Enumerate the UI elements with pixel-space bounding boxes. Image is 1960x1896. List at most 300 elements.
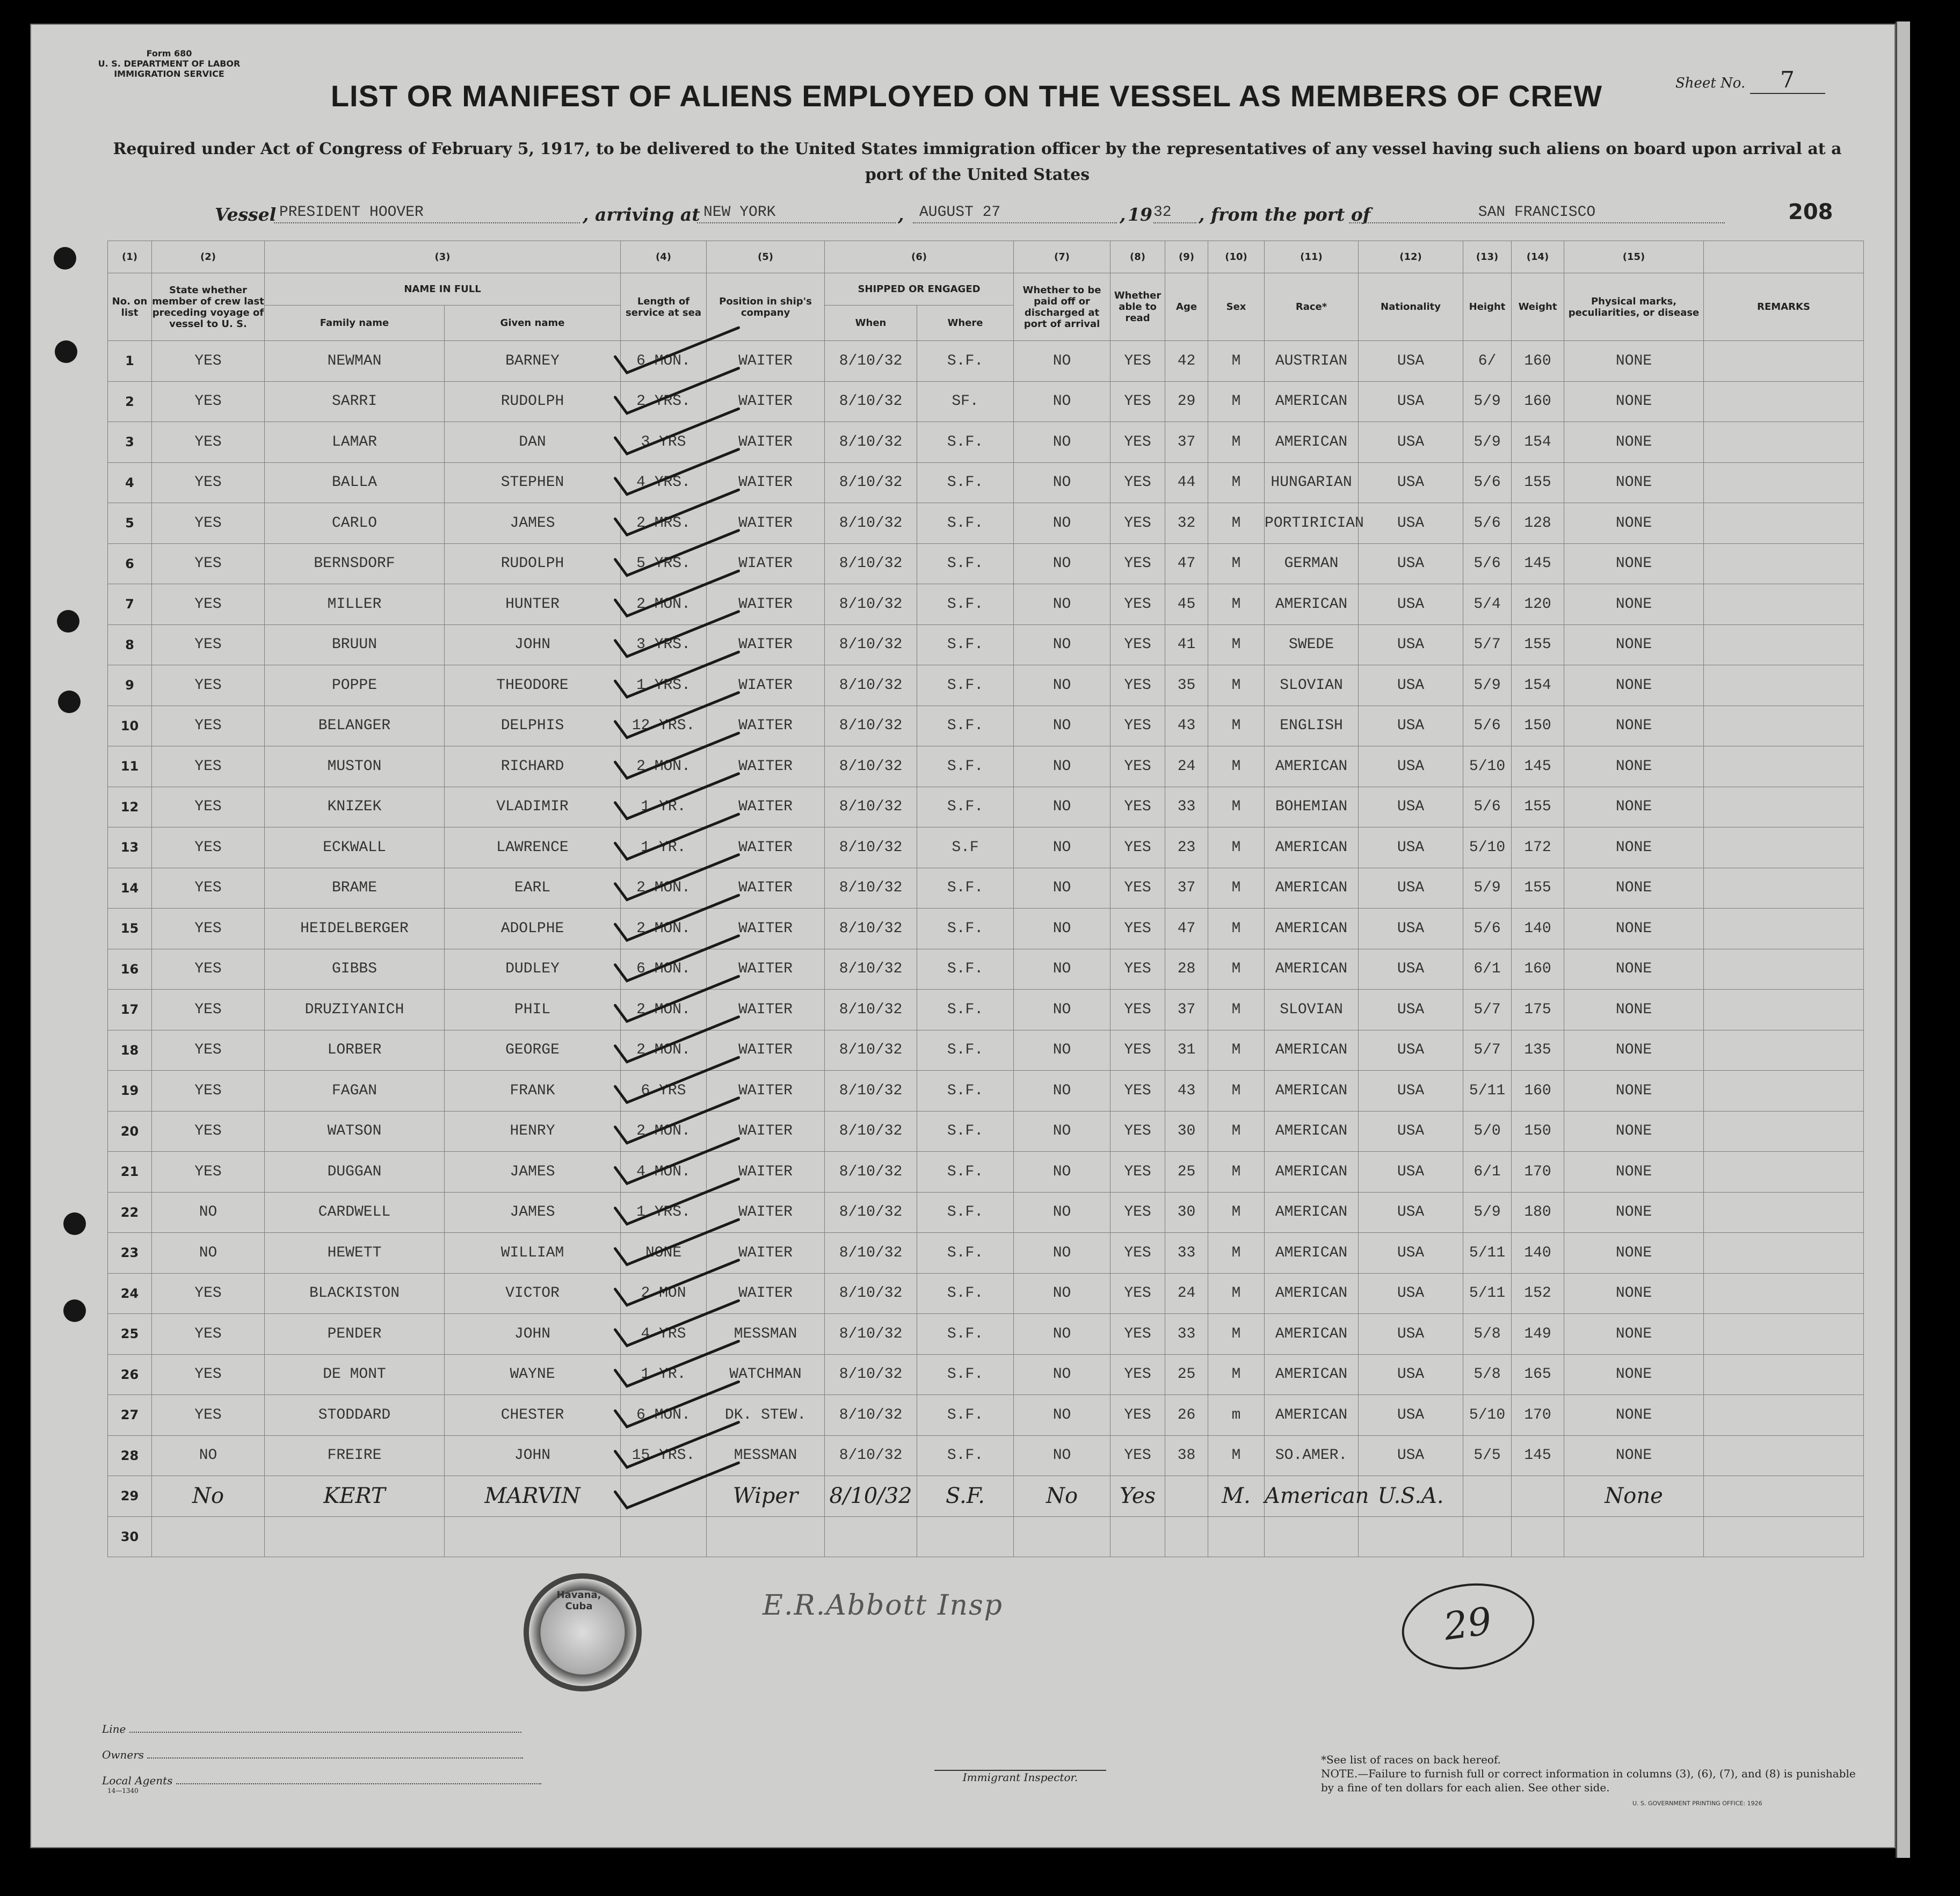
shipped-where: S.F. (917, 1071, 1014, 1112)
position: WAITER (707, 1233, 825, 1274)
colnum-5: (5) (707, 241, 825, 273)
length-of-service: 6 MON. (621, 341, 707, 382)
row-number: 23 (108, 1233, 152, 1274)
shipped-when: 8/10/32 (825, 868, 917, 909)
paid-off: NO (1014, 1435, 1110, 1476)
row-number: 25 (108, 1314, 152, 1355)
given-name: VLADIMIR (445, 787, 621, 827)
colnum-15: (15) (1564, 241, 1704, 273)
nationality: USA (1359, 381, 1463, 422)
length-of-service (621, 1476, 707, 1517)
weight: 170 (1512, 1395, 1564, 1436)
sex: M (1208, 1435, 1265, 1476)
nationality: USA (1359, 990, 1463, 1030)
header-shipped: SHIPPED OR ENGAGED (825, 273, 1014, 306)
length-of-service: 2 YRS. (621, 381, 707, 422)
weight: 140 (1512, 1233, 1564, 1274)
header-sex: Sex (1208, 273, 1265, 341)
header-weight: Weight (1512, 273, 1564, 341)
physical-marks: NONE (1564, 787, 1704, 827)
age: 38 (1165, 1435, 1208, 1476)
given-name: FRANK (445, 1071, 621, 1112)
row-number: 18 (108, 1030, 152, 1071)
able-to-read: YES (1110, 949, 1165, 990)
sex: M (1208, 990, 1265, 1030)
height: 5/9 (1463, 381, 1512, 422)
position: WAITER (707, 1071, 825, 1112)
nationality: USA (1359, 543, 1463, 584)
header-state-whether: State whether member of crew last preceding voyage of vessel to U. S. (152, 273, 265, 341)
row-number: 28 (108, 1435, 152, 1476)
height (1463, 1516, 1512, 1557)
race: AMERICAN (1265, 1354, 1359, 1395)
shipped-when: 8/10/32 (825, 909, 917, 949)
able-to-read: YES (1110, 1030, 1165, 1071)
physical-marks: NONE (1564, 949, 1704, 990)
weight (1512, 1476, 1564, 1517)
circled-total: 29 (1396, 1575, 1540, 1678)
header-paid-off: Whether to be paid off or discharged at port of arrival (1014, 273, 1110, 341)
height: 5/7 (1463, 990, 1512, 1030)
able-to-read: YES (1110, 462, 1165, 503)
sex: M (1208, 1354, 1265, 1395)
length-of-service: 2 MON. (621, 1030, 707, 1071)
age: 24 (1165, 1273, 1208, 1314)
sheet-number-field (1675, 67, 1825, 94)
sex: M (1208, 1273, 1265, 1314)
physical-marks: NONE (1564, 543, 1704, 584)
length-of-service: 1 YR. (621, 1354, 707, 1395)
sex: M (1208, 827, 1265, 868)
colnum-7: (7) (1014, 241, 1110, 273)
length-of-service: 6 MON. (621, 949, 707, 990)
table-row (108, 1111, 1864, 1152)
physical-marks: None (1564, 1476, 1704, 1517)
sex: M (1208, 341, 1265, 382)
shipped-when: 8/10/32 (825, 1354, 917, 1395)
able-to-read: YES (1110, 381, 1165, 422)
given-name: WAYNE (445, 1354, 621, 1395)
given-name: EARL (445, 868, 621, 909)
remarks (1704, 868, 1864, 909)
race: SWEDE (1265, 624, 1359, 665)
row-number: 20 (108, 1111, 152, 1152)
race: AMERICAN (1265, 868, 1359, 909)
race: ENGLISH (1265, 706, 1359, 746)
sex: M (1208, 624, 1265, 665)
given-name: THEODORE (445, 665, 621, 706)
row-number: 3 (108, 422, 152, 463)
sheet-number: 7 (1750, 67, 1825, 94)
paid-off: NO (1014, 1071, 1110, 1112)
shipped-where: S.F. (917, 990, 1014, 1030)
family-name: DE MONT (265, 1354, 445, 1395)
previous-voyage: YES (152, 1273, 265, 1314)
nationality: USA (1359, 1314, 1463, 1355)
previous-voyage: YES (152, 1314, 265, 1355)
position: WAITER (707, 949, 825, 990)
remarks (1704, 1395, 1864, 1436)
shipped-when: 8/10/32 (825, 1476, 917, 1517)
height: 5/9 (1463, 868, 1512, 909)
length-of-service: 2 MON. (621, 1111, 707, 1152)
weight: 180 (1512, 1192, 1564, 1233)
sex: M (1208, 706, 1265, 746)
length-of-service: 2 MRS. (621, 503, 707, 544)
family-name: CARDWELL (265, 1192, 445, 1233)
nationality: USA (1359, 422, 1463, 463)
table-row (108, 1395, 1864, 1436)
family-name: LAMAR (265, 422, 445, 463)
sex: M (1208, 422, 1265, 463)
footer-line (102, 1723, 521, 1735)
family-name: BRAME (265, 868, 445, 909)
shipped-when: 8/10/32 (825, 746, 917, 787)
length-of-service: 1 YRS. (621, 1192, 707, 1233)
previous-voyage: YES (152, 1152, 265, 1193)
weight: 145 (1512, 746, 1564, 787)
race (1265, 1516, 1359, 1557)
race: SLOVIAN (1265, 990, 1359, 1030)
binder-hole (57, 610, 79, 633)
table-row (108, 543, 1864, 584)
header-name-in-full: NAME IN FULL (265, 273, 621, 306)
table-row (108, 1435, 1864, 1476)
form-number: Form 680 (146, 48, 192, 59)
previous-voyage: YES (152, 868, 265, 909)
row-number: 13 (108, 827, 152, 868)
manifest-rows (108, 341, 1864, 1557)
position: WAITER (707, 422, 825, 463)
position: WAITER (707, 584, 825, 625)
paid-off: NO (1014, 462, 1110, 503)
nationality: USA (1359, 949, 1463, 990)
shipped-where: S.F. (917, 503, 1014, 544)
paid-off: NO (1014, 1111, 1110, 1152)
shipped-where: S.F. (917, 665, 1014, 706)
table-row (108, 1354, 1864, 1395)
age: 41 (1165, 624, 1208, 665)
service-name: IMMIGRATION SERVICE (114, 69, 224, 79)
page-title: LIST OR MANIFEST OF ALIENS EMPLOYED ON THE VESSEL AS MEMBERS OF CREW (330, 79, 1603, 113)
nationality: USA (1359, 1152, 1463, 1193)
departure-port: SAN FRANCISCO (1349, 204, 1725, 223)
binder-hole (55, 340, 77, 363)
age: 23 (1165, 827, 1208, 868)
paid-off: NO (1014, 1314, 1110, 1355)
position: WAITER (707, 787, 825, 827)
physical-marks: NONE (1564, 827, 1704, 868)
family-name: POPPE (265, 665, 445, 706)
family-name: MILLER (265, 584, 445, 625)
sex: M (1208, 462, 1265, 503)
remarks (1704, 1233, 1864, 1274)
height: 5/6 (1463, 543, 1512, 584)
arriving-label: , arriving at (583, 204, 700, 225)
family-name: DRUZIYANICH (265, 990, 445, 1030)
length-of-service (621, 1516, 707, 1557)
age: 42 (1165, 341, 1208, 382)
race: AMERICAN (1265, 1233, 1359, 1274)
paid-off: NO (1014, 1354, 1110, 1395)
shipped-where: S.F. (917, 1354, 1014, 1395)
inspector-label: Immigrant Inspector. (934, 1770, 1106, 1784)
weight: 150 (1512, 706, 1564, 746)
table-row (108, 787, 1864, 827)
paid-off: NO (1014, 584, 1110, 625)
remarks (1704, 949, 1864, 990)
race: AMERICAN (1265, 1111, 1359, 1152)
given-name: STEPHEN (445, 462, 621, 503)
family-name: LORBER (265, 1030, 445, 1071)
row-number: 16 (108, 949, 152, 990)
table-row (108, 624, 1864, 665)
binder-hole (58, 691, 81, 713)
length-of-service: 3 YRS. (621, 624, 707, 665)
race: AMERICAN (1265, 1273, 1359, 1314)
family-name: BALLA (265, 462, 445, 503)
race: HUNGARIAN (1265, 462, 1359, 503)
sex: M (1208, 787, 1265, 827)
header-position: Position in ship's company (707, 273, 825, 341)
length-of-service: 1 YR. (621, 787, 707, 827)
colnum-3: (3) (265, 241, 621, 273)
height: 5/10 (1463, 827, 1512, 868)
length-of-service: 2 MON. (621, 990, 707, 1030)
weight: 155 (1512, 624, 1564, 665)
position (707, 1516, 825, 1557)
paid-off: NO (1014, 341, 1110, 382)
binder-hole (63, 1212, 86, 1235)
given-name: JOHN (445, 624, 621, 665)
height: 5/11 (1463, 1273, 1512, 1314)
given-name: RUDOLPH (445, 543, 621, 584)
age: 24 (1165, 746, 1208, 787)
age (1165, 1476, 1208, 1517)
shipped-where (917, 1516, 1014, 1557)
weight: 154 (1512, 422, 1564, 463)
form-identifier (81, 48, 258, 79)
table-row (108, 1030, 1864, 1071)
paid-off: NO (1014, 1192, 1110, 1233)
nationality: USA (1359, 787, 1463, 827)
height: 5/4 (1463, 584, 1512, 625)
nationality: USA (1359, 746, 1463, 787)
paid-off: No (1014, 1476, 1110, 1517)
nationality: USA (1359, 624, 1463, 665)
nationality: USA (1359, 1354, 1463, 1395)
physical-marks: NONE (1564, 665, 1704, 706)
able-to-read: YES (1110, 706, 1165, 746)
nationality: USA (1359, 1030, 1463, 1071)
table-row (108, 1152, 1864, 1193)
binder-hole (63, 1299, 86, 1322)
shipped-where: S.F. (917, 706, 1014, 746)
nationality: USA (1359, 462, 1463, 503)
physical-marks: NONE (1564, 990, 1704, 1030)
nationality: USA (1359, 503, 1463, 544)
height: 6/1 (1463, 949, 1512, 990)
physical-marks: NONE (1564, 624, 1704, 665)
weight: 128 (1512, 503, 1564, 544)
header-physical: Physical marks, peculiarities, or disease (1564, 273, 1704, 341)
race: AMERICAN (1265, 746, 1359, 787)
header-nationality: Nationality (1359, 273, 1463, 341)
header-race: Race* (1265, 273, 1359, 341)
position: WIATER (707, 543, 825, 584)
row-number: 4 (108, 462, 152, 503)
race: AMERICAN (1265, 909, 1359, 949)
row-number: 6 (108, 543, 152, 584)
sex: M (1208, 1111, 1265, 1152)
weight: 170 (1512, 1152, 1564, 1193)
family-name: SARRI (265, 381, 445, 422)
paid-off: NO (1014, 746, 1110, 787)
shipped-when: 8/10/32 (825, 503, 917, 544)
age: 33 (1165, 1233, 1208, 1274)
family-name: KERT (265, 1476, 445, 1517)
race: SLOVIAN (1265, 665, 1359, 706)
shipped-where: S.F. (917, 746, 1014, 787)
sex: m (1208, 1395, 1265, 1436)
shipped-when: 8/10/32 (825, 1435, 917, 1476)
position: WAITER (707, 1192, 825, 1233)
physical-marks: NONE (1564, 746, 1704, 787)
paid-off: NO (1014, 949, 1110, 990)
table-row (108, 1476, 1864, 1517)
remarks (1704, 909, 1864, 949)
length-of-service: 2 MON. (621, 746, 707, 787)
printing-office: U. S. GOVERNMENT PRINTING OFFICE: 1926 (1632, 1800, 1762, 1807)
able-to-read: Yes (1110, 1476, 1165, 1517)
physical-marks: NONE (1564, 462, 1704, 503)
paid-off: NO (1014, 1152, 1110, 1193)
able-to-read: YES (1110, 503, 1165, 544)
weight: 140 (1512, 909, 1564, 949)
height: 5/5 (1463, 1435, 1512, 1476)
position: WAITER (707, 1152, 825, 1193)
age: 43 (1165, 706, 1208, 746)
table-row (108, 909, 1864, 949)
arrival-date: AUGUST 27 (913, 204, 1117, 223)
crew-manifest-table (107, 241, 1864, 1557)
age: 45 (1165, 584, 1208, 625)
nationality: USA (1359, 665, 1463, 706)
position: DK. STEW. (707, 1395, 825, 1436)
weight: 175 (1512, 990, 1564, 1030)
family-name: FAGAN (265, 1071, 445, 1112)
previous-voyage: YES (152, 665, 265, 706)
race: AMERICAN (1265, 1071, 1359, 1112)
previous-voyage: YES (152, 787, 265, 827)
height: 5/6 (1463, 503, 1512, 544)
shipped-when: 8/10/32 (825, 1030, 917, 1071)
remarks (1704, 381, 1864, 422)
physical-marks: NONE (1564, 909, 1704, 949)
height: 5/7 (1463, 624, 1512, 665)
physical-marks: NONE (1564, 868, 1704, 909)
length-of-service: 2 MON. (621, 584, 707, 625)
length-of-service: 3 YRS (621, 422, 707, 463)
table-row (108, 1192, 1864, 1233)
previous-voyage: YES (152, 341, 265, 382)
given-name: JAMES (445, 503, 621, 544)
given-name: HUNTER (445, 584, 621, 625)
able-to-read: YES (1110, 909, 1165, 949)
previous-voyage: No (152, 1476, 265, 1517)
shipped-when: 8/10/32 (825, 624, 917, 665)
nationality: USA (1359, 909, 1463, 949)
height: 5/8 (1463, 1354, 1512, 1395)
sex: M (1208, 1233, 1265, 1274)
agents-code: 14—1340 (107, 1787, 139, 1795)
able-to-read (1110, 1516, 1165, 1557)
row-number: 9 (108, 665, 152, 706)
header-family-name: Family name (265, 306, 445, 341)
shipped-when: 8/10/32 (825, 1233, 917, 1274)
weight: 149 (1512, 1314, 1564, 1355)
page-number: 208 (1788, 200, 1833, 224)
races-note: *See list of races on back hereof. (1321, 1753, 1501, 1766)
remarks (1704, 462, 1864, 503)
position: WATCHMAN (707, 1354, 825, 1395)
age: 33 (1165, 1314, 1208, 1355)
able-to-read: YES (1110, 584, 1165, 625)
row-number: 19 (108, 1071, 152, 1112)
nationality: USA (1359, 1233, 1463, 1274)
nationality: USA (1359, 1071, 1463, 1112)
remarks (1704, 746, 1864, 787)
from-label: , from the port of (1199, 204, 1371, 225)
colnum-9: (9) (1165, 241, 1208, 273)
footer-owners (102, 1748, 523, 1761)
shipped-when: 8/10/32 (825, 543, 917, 584)
position: WAITER (707, 868, 825, 909)
given-name: VICTOR (445, 1273, 621, 1314)
sex: M (1208, 949, 1265, 990)
able-to-read: YES (1110, 1192, 1165, 1233)
colnum-10: (10) (1208, 241, 1265, 273)
previous-voyage: YES (152, 1071, 265, 1112)
row-number: 7 (108, 584, 152, 625)
shipped-when: 8/10/32 (825, 1314, 917, 1355)
remarks (1704, 341, 1864, 382)
colnum-1: (1) (108, 241, 152, 273)
shipped-where: S.F. (917, 584, 1014, 625)
row-number: 10 (108, 706, 152, 746)
age: 47 (1165, 909, 1208, 949)
header-able-read: Whether able to read (1110, 273, 1165, 341)
nationality: USA (1359, 1395, 1463, 1436)
weight: 160 (1512, 341, 1564, 382)
age: 37 (1165, 422, 1208, 463)
height: 5/10 (1463, 746, 1512, 787)
age: 32 (1165, 503, 1208, 544)
height: 5/7 (1463, 1030, 1512, 1071)
shipped-when: 8/10/32 (825, 1071, 917, 1112)
given-name: PHIL (445, 990, 621, 1030)
height: 5/6 (1463, 462, 1512, 503)
colnum-8: (8) (1110, 241, 1165, 273)
able-to-read: YES (1110, 827, 1165, 868)
colnum-11: (11) (1265, 241, 1359, 273)
paid-off: NO (1014, 665, 1110, 706)
height: 5/6 (1463, 909, 1512, 949)
physical-marks: NONE (1564, 1192, 1704, 1233)
shipped-when: 8/10/32 (825, 341, 917, 382)
position: WAITER (707, 990, 825, 1030)
nationality: USA (1359, 1111, 1463, 1152)
